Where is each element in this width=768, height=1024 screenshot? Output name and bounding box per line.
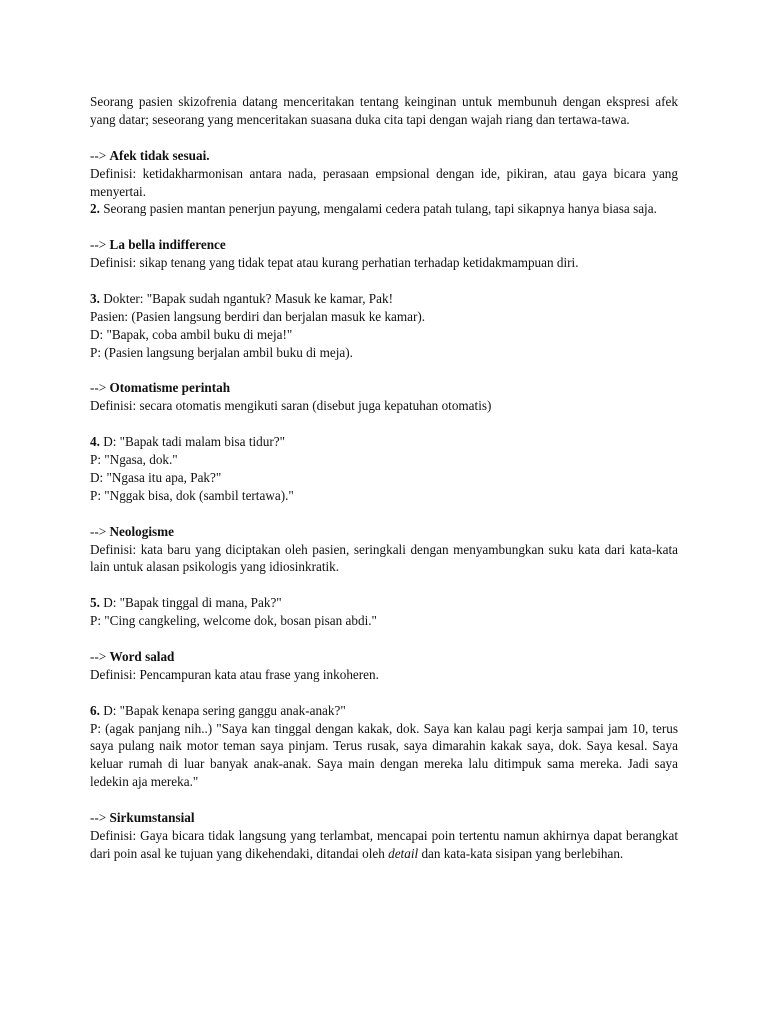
- term-heading-afek: [90, 147, 678, 165]
- definition-text: Definisi: Gaya bicara tidak langsung yang terlambat, mencapai poin tertentu namun akhirnya dapat berangkat dari poin asal ke tujuan yang dikehendaki, ditandai oleh: [90, 828, 678, 861]
- spacer: [90, 362, 678, 380]
- definition-text: dan kata-kata sisipan yang berlebihan.: [418, 845, 624, 861]
- spacer: [90, 576, 678, 594]
- term-wordsalad: Word salad: [109, 648, 175, 664]
- spacer: [90, 684, 678, 702]
- term-neologisme: Neologisme: [109, 523, 174, 539]
- term-heading-wordsalad: [90, 648, 678, 666]
- term-heading-labella: [90, 236, 678, 254]
- arrow: -->: [90, 648, 107, 664]
- term-heading-sirkumstansial: [90, 809, 678, 827]
- spacer: [90, 272, 678, 290]
- definition-labella: Definisi: sikap tenang yang tidak tepat atau kurang perhatian terhadap ketidakmampuan diri.: [90, 255, 579, 271]
- dialog-line: P: "Ngasa, dok.": [90, 452, 178, 468]
- spacer: [90, 791, 678, 809]
- case-number: 4.: [90, 434, 100, 450]
- spacer: [90, 630, 678, 648]
- term-sirkumstansial: Sirkumstansial: [109, 810, 195, 826]
- arrow: -->: [90, 810, 107, 826]
- case-4-line-1: [90, 433, 678, 451]
- definition-otomatisme: Definisi: secara otomatis mengikuti saran (disebut juga kepatuhan otomatis): [90, 398, 492, 414]
- term-afek: Afek tidak sesuai.: [109, 147, 210, 163]
- dialog-line: D: "Bapak tinggal di mana, Pak?": [99, 595, 282, 611]
- document-body: [90, 93, 678, 863]
- definition-sirkumstansial: [90, 827, 678, 863]
- case-6-answer: P: (agak panjang nih..) "Saya kan tinggal dengan kakak, dok. Saya kan kalau pagi kerja sampai jam 10, terus saya pulang naik motor teman saya pinjam. Terus rusak, saya dimarahin kakak saya, dok. Saya kesal. Saya keluar rumah di luar banyak anak-anak. Saya main dengan mereka lalu ditimpuk sama mereka. Jadi saya ledekin aja mereka.": [90, 720, 678, 790]
- arrow: -->: [90, 147, 107, 163]
- case-6-line-1: [90, 702, 678, 720]
- case-number: 6.: [90, 702, 100, 718]
- dialog-line: P: (Pasien langsung berjalan ambil buku di meja).: [90, 344, 353, 360]
- dialog-line: P: "Nggak bisa, dok (sambil tertawa).": [90, 487, 294, 503]
- dialog-line: D: "Bapak, coba ambil buku di meja!": [90, 326, 293, 342]
- dialog-line: D: "Ngasa itu apa, Pak?": [90, 469, 222, 485]
- definition-wordsalad: Definisi: Pencampuran kata atau frase yang inkoheren.: [90, 666, 379, 682]
- case-number: 5.: [90, 595, 100, 611]
- dialog-line: Dokter: "Bapak sudah ngantuk? Masuk ke kamar, Pak!: [99, 290, 393, 306]
- case-number: 2.: [90, 201, 100, 217]
- spacer: [90, 415, 678, 433]
- arrow: -->: [90, 237, 107, 253]
- case-5-line-1: [90, 594, 678, 612]
- arrow: -->: [90, 523, 107, 539]
- dialog-line: Pasien: (Pasien langsung berdiri dan berjalan masuk ke kamar).: [90, 308, 426, 324]
- dialog-line: P: "Cing cangkeling, welcome dok, bosan pisan abdi.": [90, 613, 377, 629]
- emphasis-detail: detail: [388, 845, 419, 861]
- definition-neologisme: Definisi: kata baru yang diciptakan oleh pasien, seringkali dengan menyambungkan suku kata dari kata-kata lain untuk alasan psikologis yang idiosinkratik.: [90, 541, 678, 575]
- spacer: [90, 218, 678, 236]
- case-number: 3.: [90, 290, 100, 306]
- term-otomatisme: Otomatisme perintah: [109, 380, 231, 396]
- dialog-line: D: "Bapak kenapa sering ganggu anak-anak?": [99, 702, 346, 718]
- arrow: -->: [90, 380, 107, 396]
- case-2: [90, 200, 678, 218]
- definition-afek: Definisi: ketidakharmonisan antara nada, perasaan empsional dengan ide, pikiran, atau gaya bicara yang menyertai.: [90, 165, 678, 199]
- term-labella: La bella indifference: [109, 237, 226, 253]
- term-heading-neologisme: [90, 523, 678, 541]
- dialog-line: D: "Bapak tadi malam bisa tidur?": [99, 434, 285, 450]
- spacer: [90, 505, 678, 523]
- term-heading-otomatisme: [90, 379, 678, 397]
- intro-paragraph: Seorang pasien skizofrenia datang menceritakan tentang keinginan untuk membunuh dengan ekspresi afek yang datar; seseorang yang menceritakan suasana duka cita tapi dengan wajah riang dan tertawa-tawa.: [90, 94, 678, 127]
- case-3-line-1: [90, 290, 678, 308]
- case-text: Seorang pasien mantan penerjun payung, mengalami cedera patah tulang, tapi sikapnya hanya biasa saja.: [99, 201, 657, 217]
- spacer: [90, 129, 678, 147]
